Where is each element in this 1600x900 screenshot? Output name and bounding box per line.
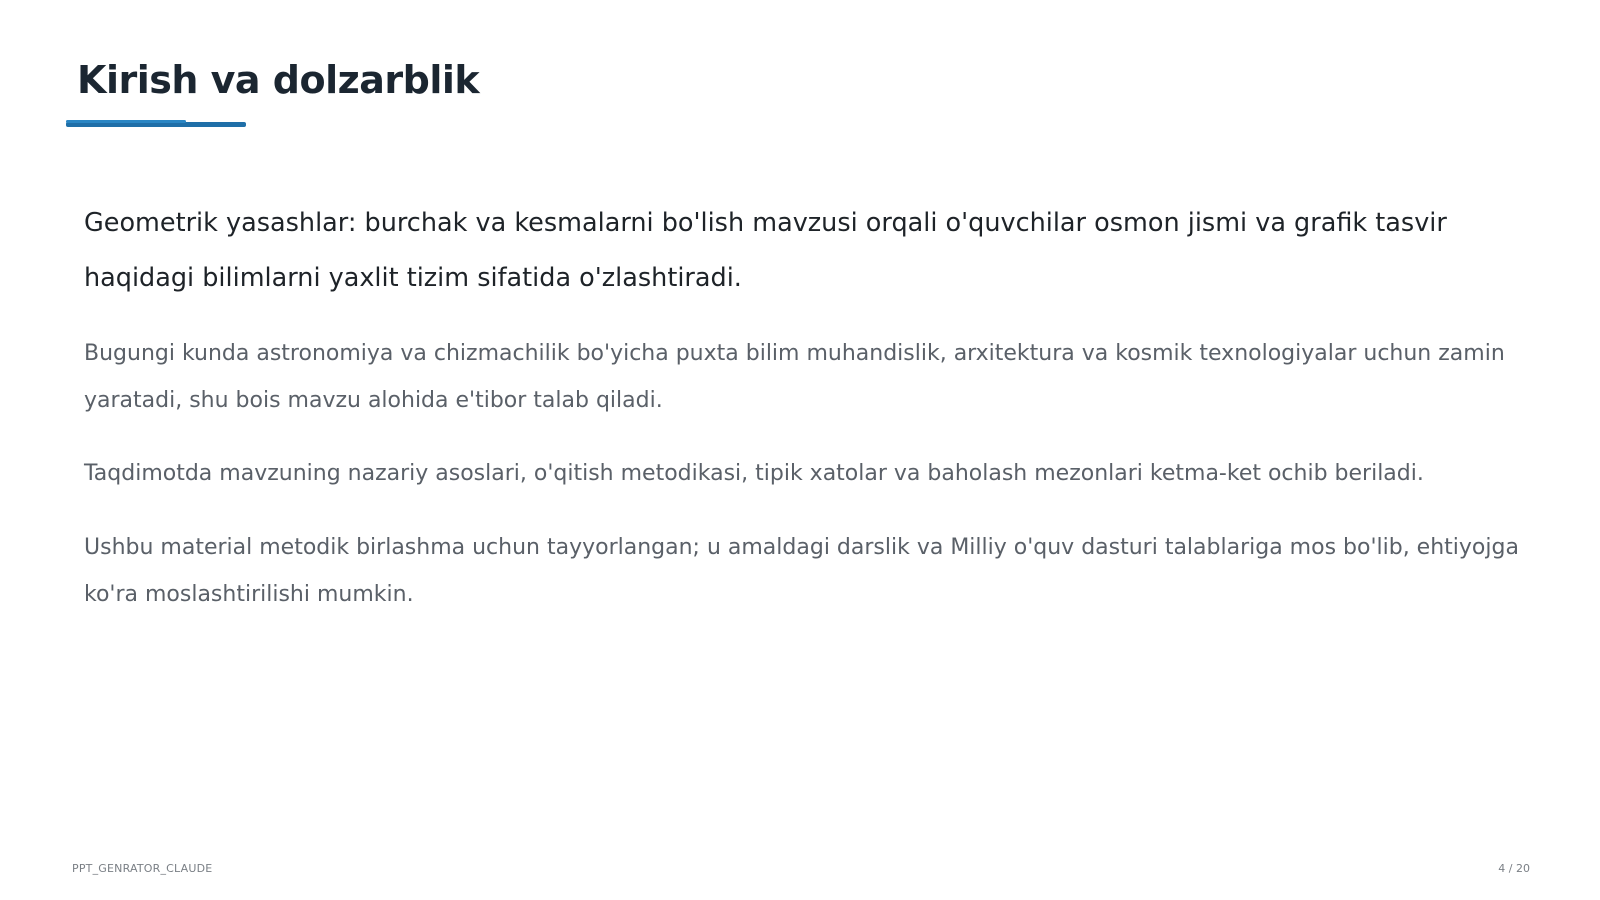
- page-indicator: 4 / 20: [1498, 862, 1530, 875]
- body-paragraph-3: Ushbu material metodik birlashma uchun tayyorlangan; u amaldagi darslik va Milliy o'quv dasturi talablariga mos bo'lib, ehtiyojga ko'ra moslashtirilishi mumkin.: [84, 535, 1519, 607]
- lead-paragraph: Geometrik yasashlar: burchak va kesmalarni bo'lish mavzusi orqali o'quvchilar osmon jismi va grafik tasvir haqidagi bilimlarni yaxlit tizim sifatida o'zlashtiradi.: [84, 208, 1447, 293]
- title-underline-accent: [66, 120, 186, 123]
- slide-title: Kirish va dolzarblik: [77, 58, 480, 102]
- footer-brand: PPT_GENRATOR_CLAUDE: [72, 862, 213, 875]
- body-paragraph-1: Bugungi kunda astronomiya va chizmachilik bo'yicha puxta bilim muhandislik, arxitektura va kosmik texnologiyalar uchun zamin yaratadi, shu bois mavzu alohida e'tibor talab qiladi.: [84, 341, 1505, 413]
- body-paragraph-2: Taqdimotda mavzuning nazariy asoslari, o'qitish metodikasi, tipik xatolar va baholash mezonlari ketma-ket ochib beriladi.: [84, 461, 1424, 486]
